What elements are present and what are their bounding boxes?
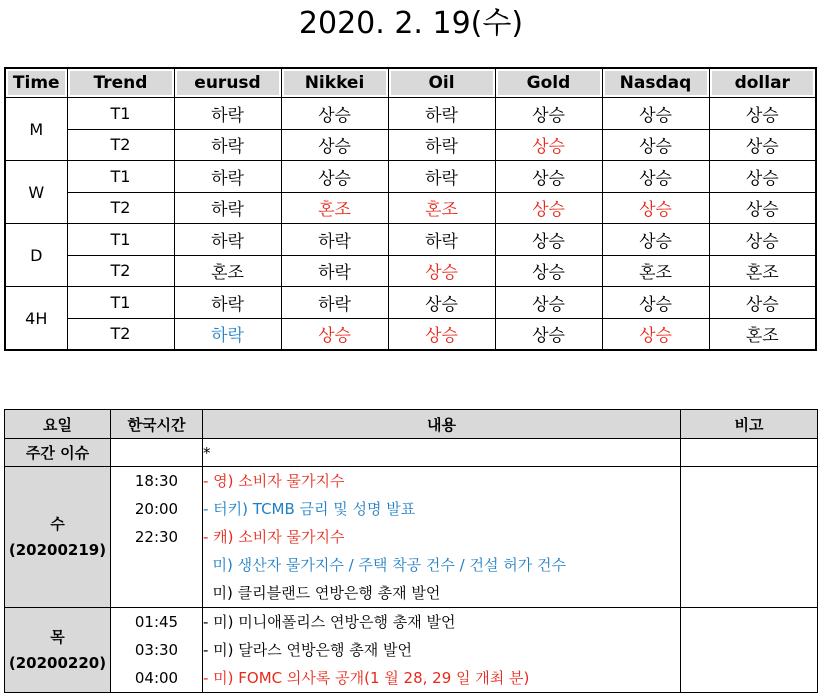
trend-label: T1	[67, 98, 174, 130]
trend-cell: 하락	[281, 224, 388, 256]
event-text: - 터키) TCMB 금리 및 성명 발표	[203, 500, 416, 518]
day-date: (20200220)	[8, 654, 107, 672]
event-text: - 미) FOMC 의사록 공개(1 월 28, 29 일 개최 분)	[203, 669, 530, 687]
page-title: 2020. 2. 19(수)	[298, 6, 524, 41]
trend-cell: 상승	[495, 98, 602, 130]
day-cell	[5, 608, 111, 693]
trend-cell: 하락	[174, 318, 281, 350]
trend-cell: 하락	[174, 287, 281, 319]
trend-label: T2	[67, 129, 174, 161]
trend-header-dollar: dollar	[709, 68, 816, 98]
weekly-issue-time	[111, 439, 203, 467]
trend-header-trend: Trend	[67, 68, 174, 98]
trend-cell: 혼조	[388, 192, 495, 224]
event-time: 20:00	[134, 500, 179, 518]
note-cell	[681, 467, 818, 608]
trend-cell: 하락	[281, 287, 388, 319]
trend-cell: 상승	[281, 129, 388, 161]
trend-cell: 하락	[388, 129, 495, 161]
event-text: 미) 클리블랜드 연방은행 총재 발언	[203, 584, 441, 602]
event-text: 미) 생산자 물가지수 / 주택 착공 건수 / 건설 허가 건수	[203, 556, 566, 574]
trend-row	[5, 98, 816, 130]
trend-cell: 상승	[709, 287, 816, 319]
trend-label: T1	[67, 224, 174, 256]
trend-header-row	[5, 68, 816, 98]
event-text: - 미) 달라스 연방은행 총재 발언	[203, 641, 412, 659]
day-name: 목	[50, 628, 65, 646]
content-cell	[203, 467, 681, 608]
trend-cell: 하락	[388, 161, 495, 193]
weekly-issue-row	[5, 439, 818, 467]
timeframe-label: M	[5, 98, 67, 161]
time-cell	[111, 608, 203, 693]
trend-cell: 상승	[602, 161, 709, 193]
trend-cell: 상승	[495, 161, 602, 193]
schedule-day-row	[5, 608, 818, 693]
trend-row	[5, 318, 816, 350]
day-name: 수	[50, 515, 65, 533]
event-time	[111, 579, 202, 607]
trend-label: T2	[67, 192, 174, 224]
trend-cell: 상승	[281, 98, 388, 130]
trend-cell: 하락	[388, 224, 495, 256]
trend-cell: 혼조	[174, 255, 281, 287]
trend-header-gold: Gold	[495, 68, 602, 98]
trend-cell: 혼조	[709, 318, 816, 350]
event-time: 03:30	[134, 641, 179, 659]
trend-header-oil: Oil	[388, 68, 495, 98]
trend-cell: 혼조	[709, 255, 816, 287]
timeframe-label: W	[5, 161, 67, 224]
trend-label: T2	[67, 255, 174, 287]
trend-label: T2	[67, 318, 174, 350]
trend-label: T1	[67, 287, 174, 319]
trend-cell: 상승	[495, 224, 602, 256]
trend-cell: 상승	[602, 224, 709, 256]
schedule-table	[4, 409, 818, 693]
trend-row	[5, 192, 816, 224]
trend-row	[5, 287, 816, 319]
trend-cell: 상승	[281, 318, 388, 350]
day-date: (20200219)	[8, 541, 107, 559]
trend-cell: 상승	[709, 98, 816, 130]
trend-cell: 상승	[495, 192, 602, 224]
event-time: 18:30	[134, 472, 179, 490]
trend-table	[4, 67, 817, 351]
time-cell	[111, 467, 203, 608]
trend-header-nasdaq: Nasdaq	[602, 68, 709, 98]
day-cell	[5, 467, 111, 608]
header-day: 요일	[5, 410, 111, 439]
trend-cell: 하락	[388, 98, 495, 130]
trend-cell: 상승	[388, 287, 495, 319]
event-text: - 미) 미니애폴리스 연방은행 총재 발언	[203, 613, 456, 631]
trend-cell: 상승	[602, 287, 709, 319]
trend-cell: 상승	[602, 318, 709, 350]
timeframe-label: D	[5, 224, 67, 287]
event-time: 01:45	[134, 613, 179, 631]
trend-cell: 상승	[602, 98, 709, 130]
trend-cell: 혼조	[602, 255, 709, 287]
timeframe-label: 4H	[5, 287, 67, 351]
schedule-day-row	[5, 467, 818, 608]
weekly-issue-note	[681, 439, 818, 467]
trend-cell: 하락	[174, 224, 281, 256]
header-note: 비고	[681, 410, 818, 439]
trend-row	[5, 255, 816, 287]
trend-cell: 상승	[495, 129, 602, 161]
event-time: 22:30	[134, 528, 179, 546]
trend-row	[5, 129, 816, 161]
trend-cell: 상승	[709, 129, 816, 161]
trend-header-time: Time	[5, 68, 67, 98]
trend-cell: 상승	[709, 161, 816, 193]
trend-cell: 상승	[602, 129, 709, 161]
trend-header-nikkei: Nikkei	[281, 68, 388, 98]
trend-label: T1	[67, 161, 174, 193]
trend-cell: 혼조	[281, 192, 388, 224]
event-text: - 영) 소비자 물가지수	[203, 472, 345, 490]
trend-cell: 하락	[174, 129, 281, 161]
trend-cell: 하락	[174, 161, 281, 193]
weekly-issue-label: 주간 이슈	[5, 439, 111, 467]
trend-row	[5, 161, 816, 193]
schedule-header-row	[5, 410, 818, 439]
trend-cell: 상승	[709, 192, 816, 224]
event-text: - 캐) 소비자 물가지수	[203, 528, 345, 546]
trend-cell: 하락	[174, 98, 281, 130]
trend-cell: 상승	[495, 255, 602, 287]
trend-cell: 상승	[388, 318, 495, 350]
event-time	[111, 551, 202, 579]
trend-row	[5, 224, 816, 256]
trend-cell: 상승	[602, 192, 709, 224]
header-time: 한국시간	[111, 410, 203, 439]
trend-cell: 상승	[388, 255, 495, 287]
trend-cell: 상승	[495, 318, 602, 350]
trend-body	[5, 98, 816, 351]
trend-header-eurusd: eurusd	[174, 68, 281, 98]
trend-cell: 상승	[495, 287, 602, 319]
event-time: 04:00	[134, 669, 179, 687]
trend-cell: 상승	[281, 161, 388, 193]
header-content: 내용	[203, 410, 681, 439]
weekly-issue-content: *	[203, 439, 681, 467]
note-cell	[681, 608, 818, 693]
trend-cell: 상승	[709, 224, 816, 256]
content-cell	[203, 608, 681, 693]
trend-cell: 하락	[281, 255, 388, 287]
trend-cell: 하락	[174, 192, 281, 224]
